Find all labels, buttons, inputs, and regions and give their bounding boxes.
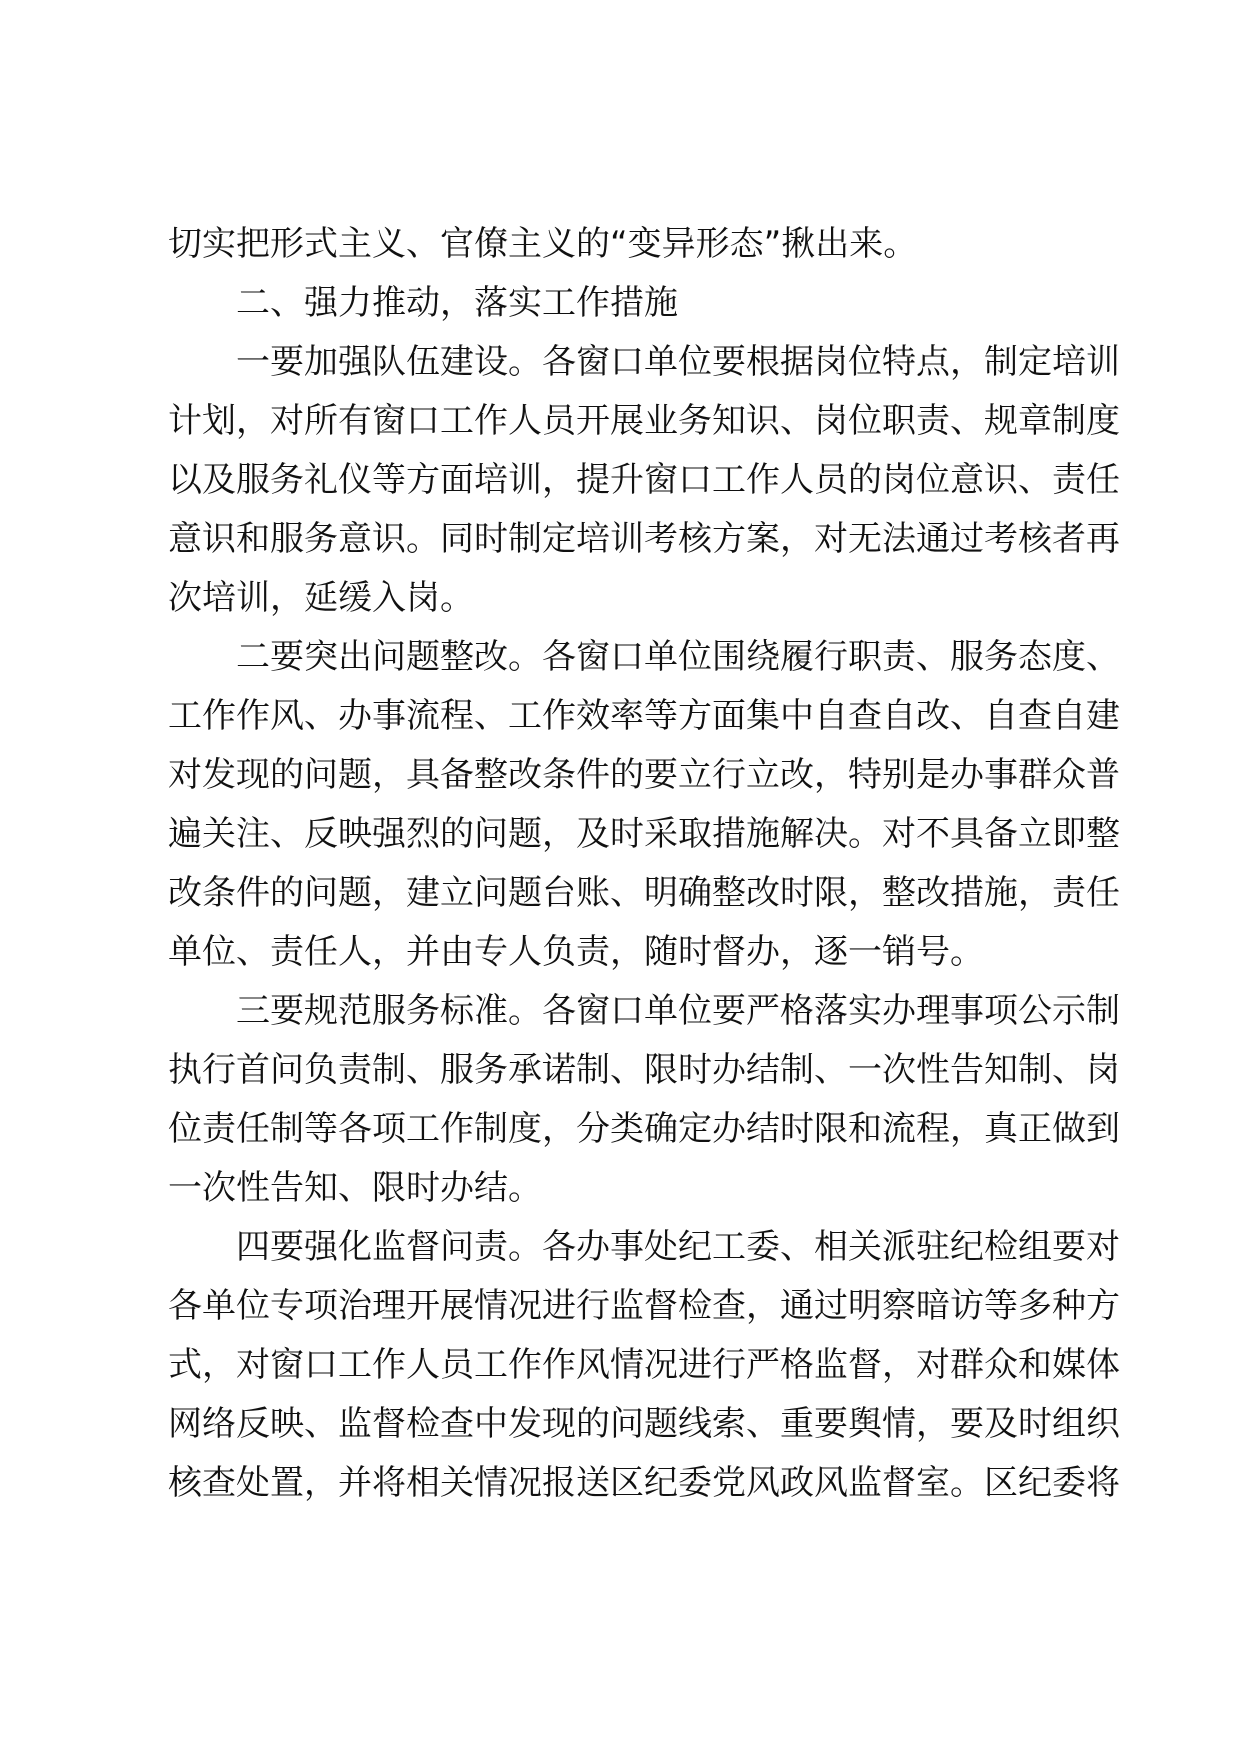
text-line: 三要规范服务标准。各窗口单位要严格落实办理事项公示制 — [236, 991, 1120, 1031]
text-line: 各单位专项治理开展情况进行监督检查，通过明察暗访等多种方 — [168, 1286, 1120, 1326]
text-line: 一要加强队伍建设。各窗口单位要根据岗位特点，制定培训 — [236, 342, 1120, 382]
text-line: 对发现的问题，具备整改条件的要立行立改，特别是办事群众普 — [168, 755, 1120, 795]
text-line: 遍关注、反映强烈的问题，及时采取措施解决。对不具备立即整 — [168, 814, 1120, 854]
text-line: 二、强力推动，落实工作措施 — [236, 283, 678, 323]
text-line: 单位、责任人，并由专人负责，随时督办，逐一销号。 — [168, 932, 984, 972]
text-line: 工作作风、办事流程、工作效率等方面集中自查自改、自查自建 — [168, 696, 1120, 736]
text-line: 意识和服务意识。同时制定培训考核方案，对无法通过考核者再 — [168, 519, 1120, 559]
text-line: 一次性告知、限时办结。 — [168, 1168, 542, 1208]
text-line: 位责任制等各项工作制度，分类确定办结时限和流程，真正做到 — [168, 1109, 1120, 1149]
text-line: 计划，对所有窗口工作人员开展业务知识、岗位职责、规章制度 — [168, 401, 1120, 441]
text-line: 核查处置，并将相关情况报送区纪委党风政风监督室。区纪委将 — [168, 1463, 1120, 1503]
text-line: 切实把形式主义、官僚主义的“变异形态”揪出来。 — [168, 224, 918, 264]
text-line: 执行首问负责制、服务承诺制、限时办结制、一次性告知制、岗 — [168, 1050, 1120, 1090]
text-line: 次培训，延缓入岗。 — [168, 578, 474, 618]
text-line: 四要强化监督问责。各办事处纪工委、相关派驻纪检组要对 — [236, 1227, 1120, 1267]
text-line: 以及服务礼仪等方面培训，提升窗口工作人员的岗位意识、责任 — [168, 460, 1120, 500]
document-body — [168, 215, 1120, 1513]
text-line: 二要突出问题整改。各窗口单位围绕履行职责、服务态度、 — [236, 637, 1120, 677]
text-line: 式，对窗口工作人员工作作风情况进行严格监督，对群众和媒体 — [168, 1345, 1120, 1385]
text-line: 改条件的问题，建立问题台账、明确整改时限，整改措施，责任 — [168, 873, 1120, 913]
text-line: 网络反映、监督检查中发现的问题线索、重要舆情，要及时组织 — [168, 1404, 1120, 1444]
